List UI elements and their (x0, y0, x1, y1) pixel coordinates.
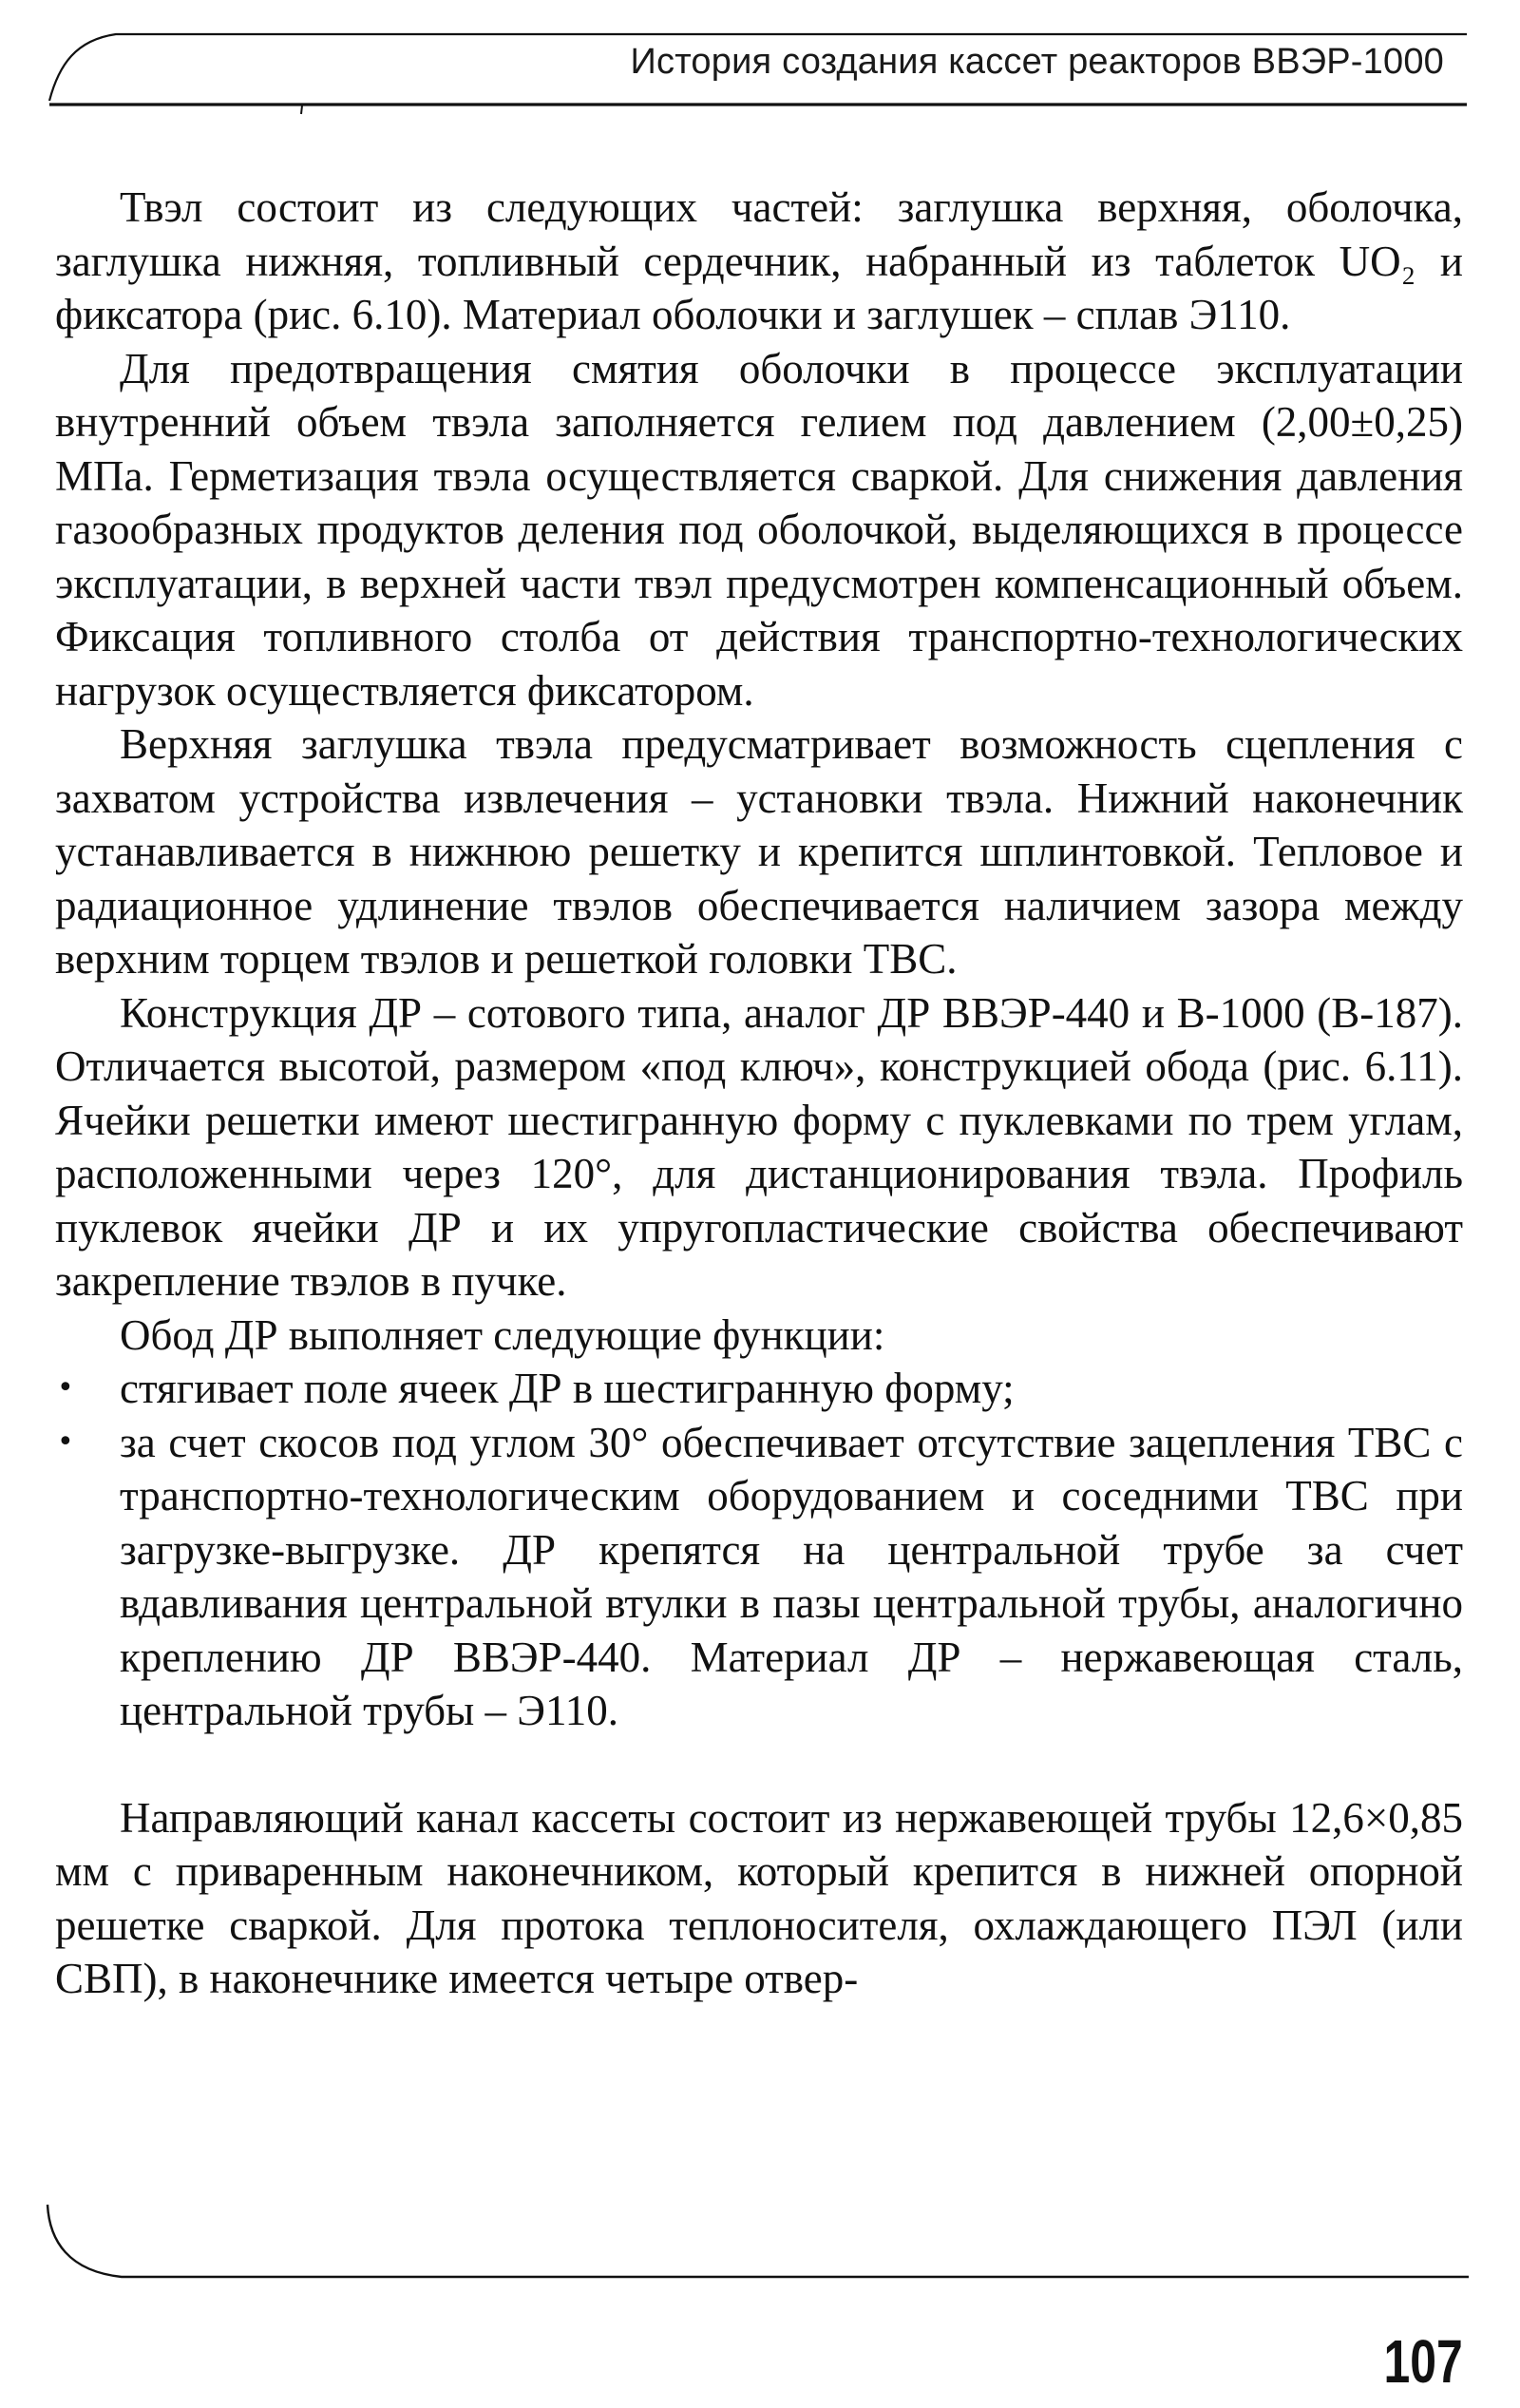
paragraph-fuel-rod-parts: Твэл состоит из следующих частей: заглушка верхняя, оболочка, заглушка нижняя, топливный сердечник, набранный из таблеток UO₂ и фиксатора (рис. 6.10). Материал оболочки и заглушек – сплав Э110. (55, 183, 1463, 338)
paragraph-fuel-rod-pressure: Для предотвращения смятия оболочки в процессе эксплуатации внутренний объем твэла заполняется гелием под давлением (2,00±0,25) МПа. Герметизация твэла осуществляется сваркой. Для снижения давления газообразных продуктов деления под оболочкой, выделяющихся в процессе эксплуатации, в верхней части твэл предусмотрен компенсационный объем. Фиксация топливного столба от действия транспортно-технологических нагрузок осуществляется фиксатором. (55, 344, 1463, 715)
list-item (55, 1416, 1463, 1738)
paragraph-top-plug: Верхняя заглушка твэла предусматривает возможность сцепления с захватом устройства извлечения – установки твэла. Нижний наконечник устанавливается в нижнюю решетку и крепится шплинтовкой. Тепловое и радиационное удлинение твэлов обеспечивается наличием зазора между верхним торцем твэлов и решеткой головки ТВС. (55, 720, 1463, 983)
bullet-marker: • (57, 1424, 74, 1459)
page-number: 107 (1383, 2327, 1463, 2396)
footer-frame (0, 2186, 1520, 2300)
list-item (55, 1362, 1463, 1416)
paragraph-guide-channel: Направляющий канал кассеты состоит из нержавеющей трубы 12,6×0,85 мм с приваренным наконечником, который крепится в нижней опорной решетке сваркой. Для протока теплоносителя, охлаждающего ПЭЛ (или СВП), в наконечнике имеется четыре отвер- (55, 1793, 1463, 2002)
paragraph-spacer-grid: Конструкция ДР – сотового типа, аналог ДР ВВЭР-440 и В-1000 (В-187). Отличается высотой, размером «под ключ», конструкцией обода (рис. 6.11). Ячейки решетки имеют шестигранную форму с пуклевками по трем углам, расположенными через 120°, для дистанционирования твэла. Профиль пуклевок ячейки ДР и их упругопластические свойства обеспечивают закрепление твэлов в пучке. (55, 988, 1463, 1305)
paragraph-rim-functions-intro: Обод ДР выполняет следующие функции: (120, 1310, 885, 1359)
running-title: История создания кассет реакторов ВВЭР-1000 (630, 42, 1444, 82)
list-item-text: стягивает поле ячеек ДР в шестигранную форму; (120, 1365, 1015, 1412)
bullet-marker: • (57, 1371, 74, 1405)
page-body (55, 181, 1463, 2006)
list-item-text: за счет скосов под углом 30° обеспечивает отсутствие зацепления ТВС с транспортно-технологическим оборудованием и соседними ТВС при загрузке-выгрузке. ДР крепятся на центральной трубе за счет вдавливания центральной втулки в пазы центральной трубы, аналогично креплению ДР ВВЭР-440. Материал ДР – нержавеющая сталь, центральной трубы – Э110. (120, 1418, 1463, 1734)
rim-functions-list (55, 1362, 1463, 1738)
